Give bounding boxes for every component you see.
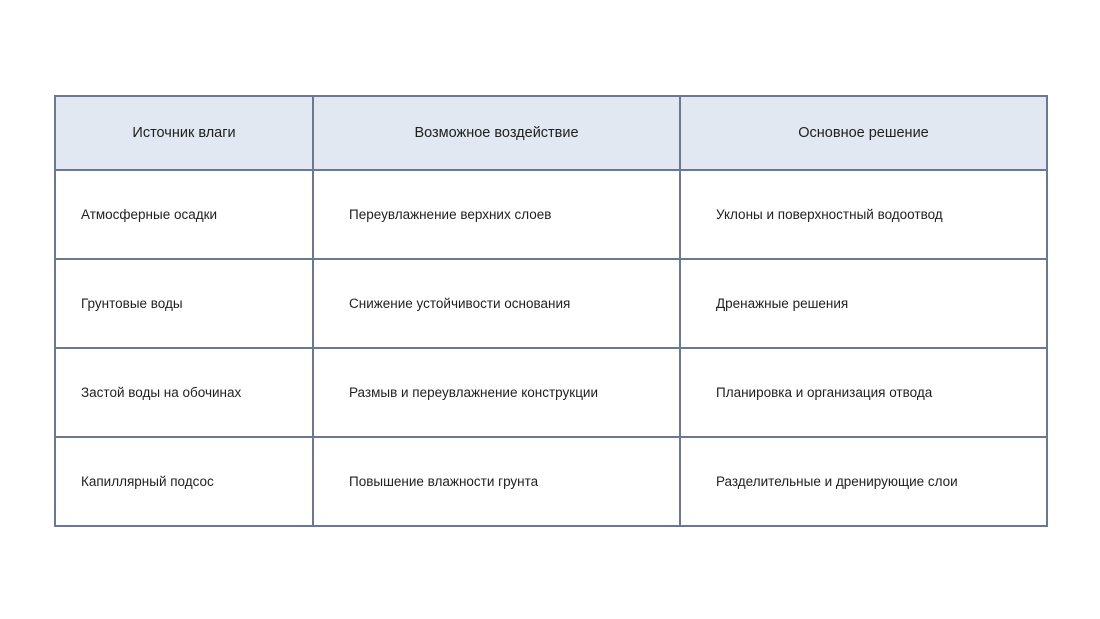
table-row bbox=[55, 170, 1047, 259]
header-possible-impact: Возможное воздействие bbox=[313, 96, 680, 170]
header-moisture-source: Источник влаги bbox=[55, 96, 313, 170]
cell-main-solution: Дренажные решения bbox=[680, 259, 1047, 348]
table-row bbox=[55, 259, 1047, 348]
cell-possible-impact: Повышение влажности грунта bbox=[313, 437, 680, 526]
table-header-row bbox=[55, 96, 1047, 170]
moisture-table bbox=[54, 95, 1048, 527]
cell-possible-impact: Переувлажнение верхних слоев bbox=[313, 170, 680, 259]
cell-moisture-source: Застой воды на обочинах bbox=[55, 348, 313, 437]
moisture-table-container bbox=[54, 95, 1046, 527]
cell-main-solution: Уклоны и поверхностный водоотвод bbox=[680, 170, 1047, 259]
cell-moisture-source: Атмосферные осадки bbox=[55, 170, 313, 259]
cell-main-solution: Планировка и организация отвода bbox=[680, 348, 1047, 437]
cell-moisture-source: Грунтовые воды bbox=[55, 259, 313, 348]
header-main-solution: Основное решение bbox=[680, 96, 1047, 170]
table-row bbox=[55, 348, 1047, 437]
table-row bbox=[55, 437, 1047, 526]
cell-moisture-source: Капиллярный подсос bbox=[55, 437, 313, 526]
cell-main-solution: Разделительные и дренирующие слои bbox=[680, 437, 1047, 526]
cell-possible-impact: Размыв и переувлажнение конструкции bbox=[313, 348, 680, 437]
cell-possible-impact: Снижение устойчивости основания bbox=[313, 259, 680, 348]
